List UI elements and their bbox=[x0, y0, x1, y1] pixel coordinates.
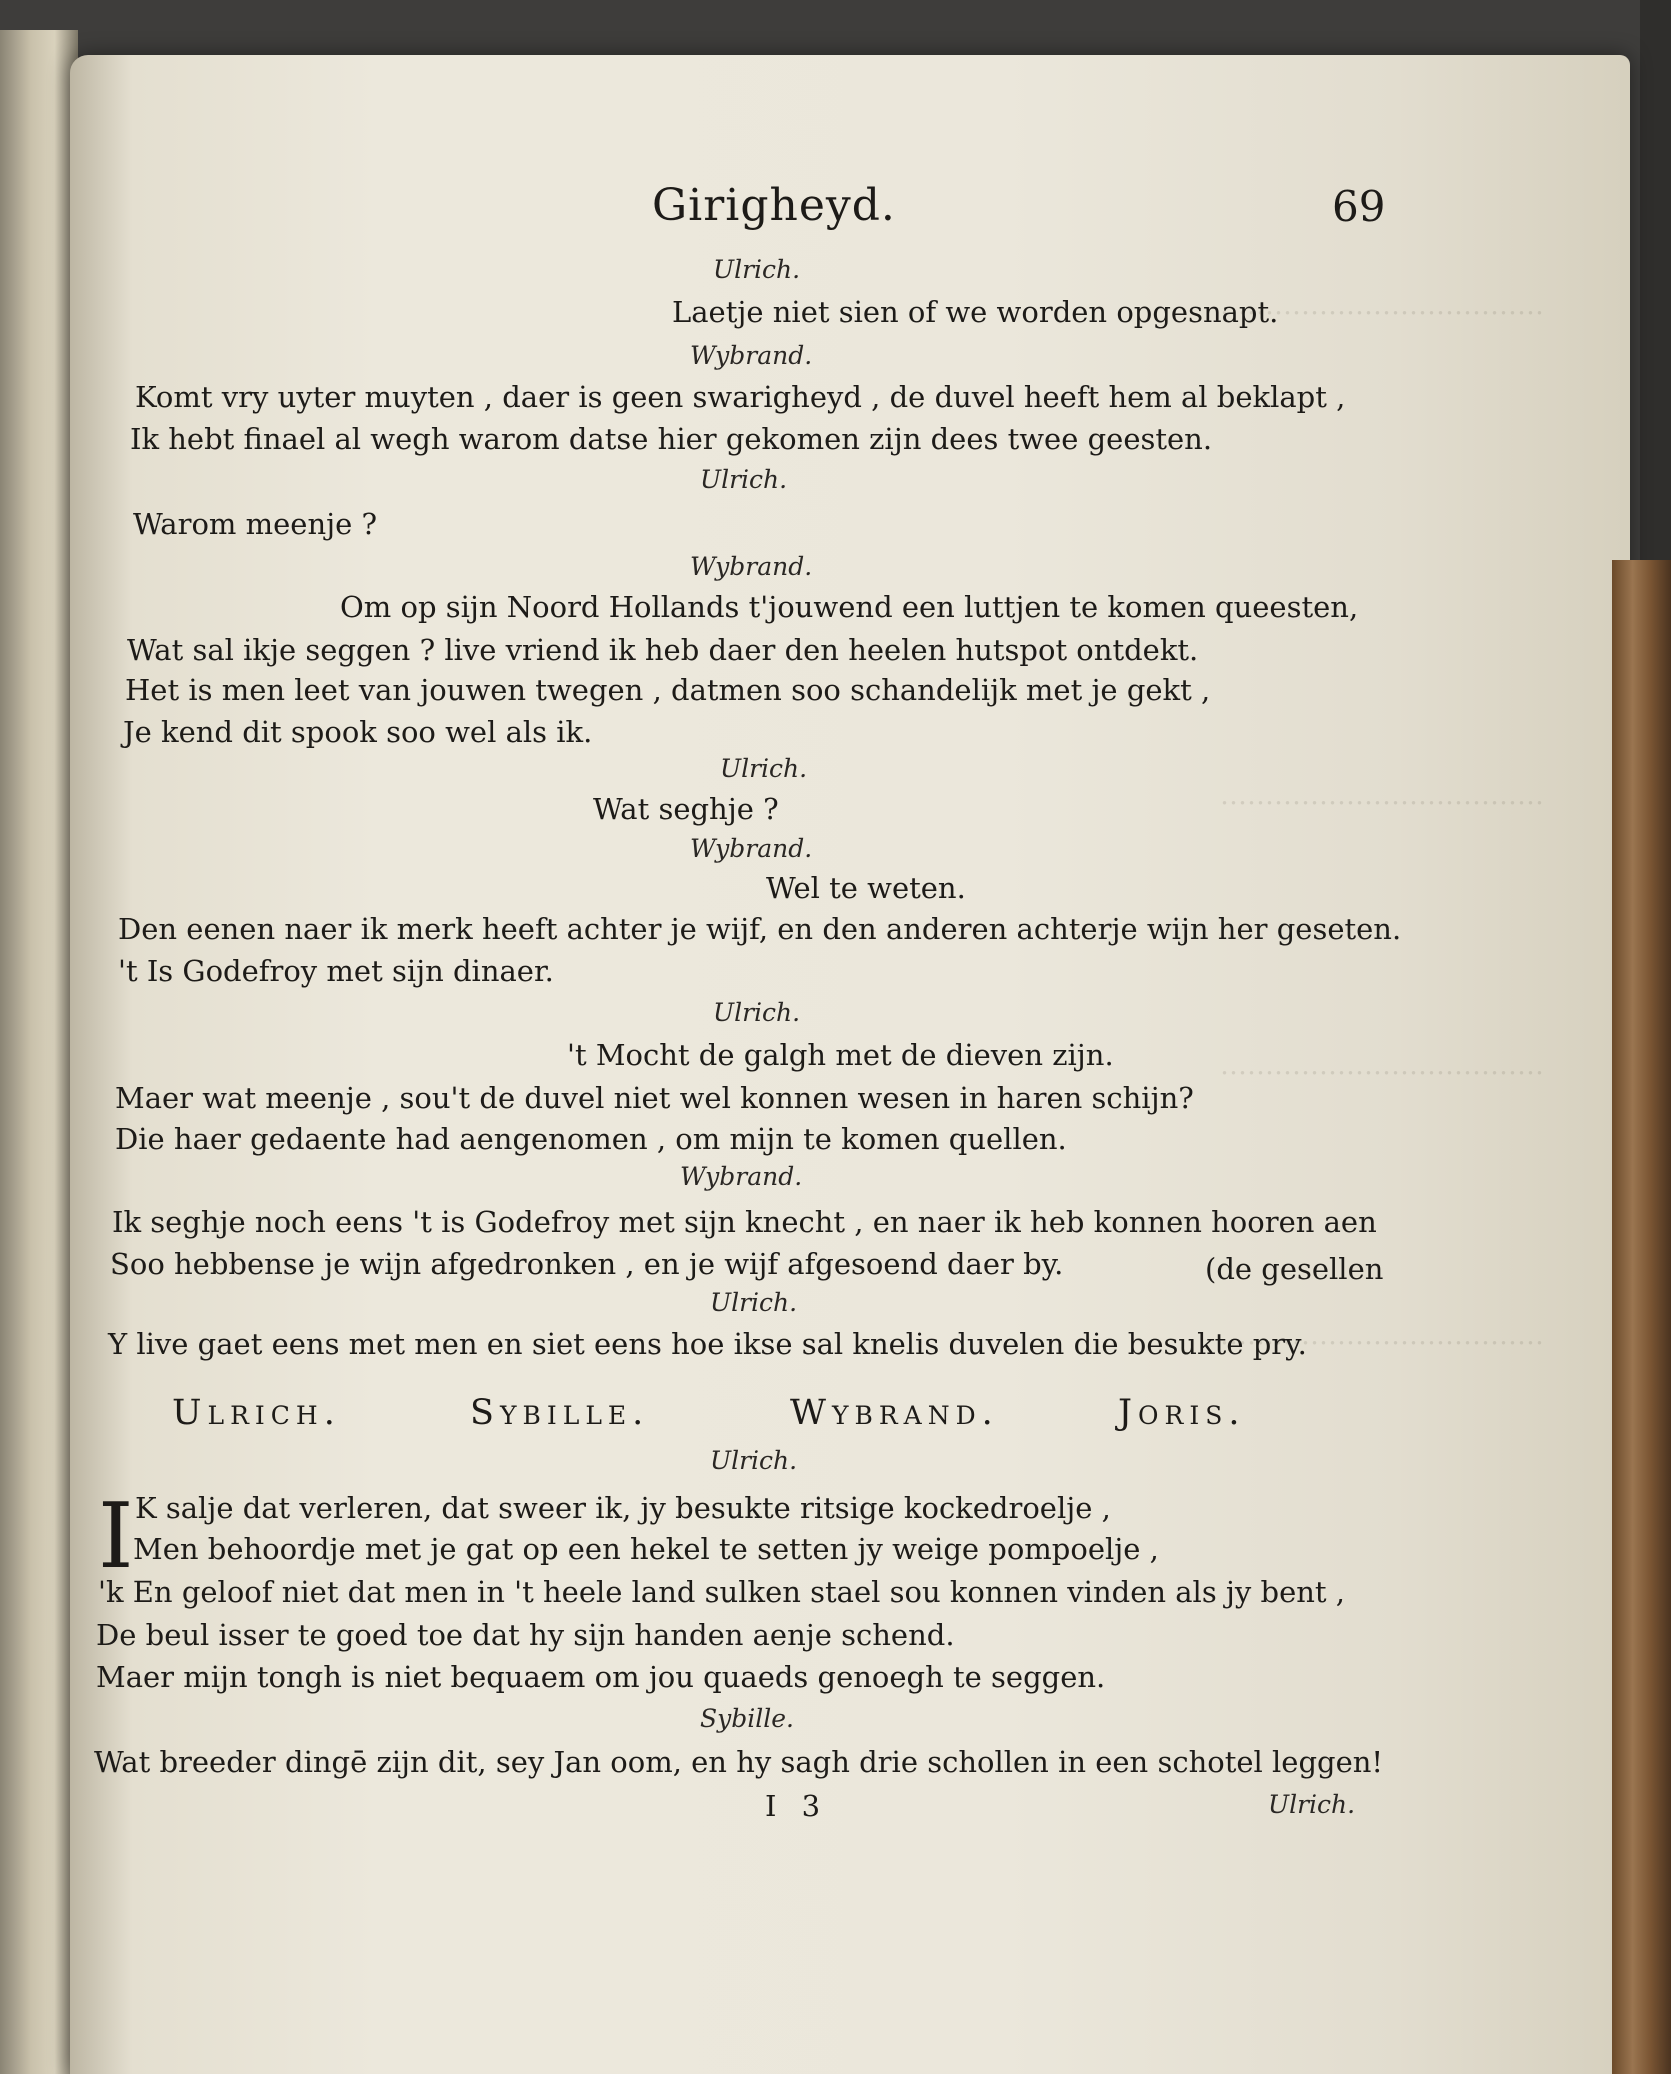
page-edge-wear bbox=[1612, 560, 1671, 2074]
verse-line: Wat breeder dingē zijn dit, sey Jan oom, en hy sagh drie schollen in een schotel leggen! bbox=[94, 1745, 1384, 1779]
speaker-wybrand: Wybrand. bbox=[680, 1162, 803, 1191]
drop-cap: I bbox=[98, 1484, 134, 1589]
verse-line: Je kend dit spook soo wel als ik. bbox=[123, 715, 593, 749]
verse-line: Wat seghje ? bbox=[593, 792, 779, 826]
verse-line: Y live gaet eens met men en siet eens hoe ikse sal knelis duvelen die besukte pry. bbox=[108, 1327, 1307, 1361]
speaker-wybrand: Wybrand. bbox=[690, 552, 813, 581]
verse-line: Ik hebt finael al wegh warom datse hier gekomen zijn dees twee geesten. bbox=[130, 422, 1213, 456]
verse-line: Maer wat meenje , sou't de duvel niet wel konnen wesen in haren schijn? bbox=[115, 1081, 1194, 1115]
verse-line: Wel te weten. bbox=[766, 871, 966, 905]
speaker-ulrich: Ulrich. bbox=[710, 1446, 798, 1475]
verse-line: Maer mijn tongh is niet bequaem om jou quaeds genoegh te seggen. bbox=[96, 1660, 1106, 1694]
verse-line: Laetje niet sien of we worden opgesnapt. bbox=[672, 295, 1279, 329]
speaker-ulrich: Ulrich. bbox=[713, 255, 801, 284]
verse-line: Men behoordje met je gat op een hekel te setten jy weige pompoelje , bbox=[133, 1532, 1159, 1566]
show-through: ……………………………… bbox=[1220, 1320, 1544, 1351]
verse-line: 't Mocht de galgh met de dieven zijn. bbox=[567, 1038, 1114, 1072]
show-through: ……………………………… bbox=[1220, 780, 1544, 811]
verse-line: 'k En geloof niet dat men in 't heele land sulken stael sou konnen vinden als jy bent , bbox=[98, 1575, 1345, 1609]
verse-line: Komt vry uyter muyten , daer is geen swarigheyd , de duvel heeft hem al beklapt , bbox=[135, 380, 1346, 414]
speaker-ulrich: Ulrich. bbox=[710, 1288, 798, 1317]
cast-ulrich: Ulrich. bbox=[172, 1393, 341, 1433]
facing-page-edge bbox=[0, 30, 78, 2074]
speaker-ulrich: Ulrich. bbox=[720, 754, 808, 783]
cast-joris: Joris. bbox=[1118, 1393, 1246, 1433]
speaker-ulrich: Ulrich. bbox=[700, 465, 788, 494]
speaker-wybrand: Wybrand. bbox=[690, 834, 813, 863]
verse-line: Soo hebbense je wijn afgedronken , en je wijf afgesoend daer by. bbox=[110, 1247, 1064, 1281]
verse-line: Om op sijn Noord Hollands t'jouwend een luttjen te komen queesten, bbox=[340, 590, 1359, 624]
verse-line: Het is men leet van jouwen twegen , datmen soo schandelijk met je gekt , bbox=[125, 673, 1211, 707]
cast-wybrand: Wybrand. bbox=[790, 1393, 999, 1433]
background-dark bbox=[1640, 0, 1671, 600]
verse-line: Die haer gedaente had aengenomen , om mijn te komen quellen. bbox=[115, 1122, 1067, 1156]
verse-line: De beul isser te goed toe dat hy sijn handen aenje schend. bbox=[96, 1618, 955, 1652]
verse-line: K salje dat verleren, dat sweer ik, jy besukte ritsige kockedroelje , bbox=[135, 1491, 1111, 1525]
show-through: ……………………………… bbox=[1220, 1050, 1544, 1081]
verse-line: 't Is Godefroy met sijn dinaer. bbox=[118, 954, 554, 988]
verse-line: Wat sal ikje seggen ? live vriend ik heb daer den heelen hutspot ontdekt. bbox=[127, 633, 1199, 667]
signature-mark: I 3 bbox=[765, 1789, 829, 1823]
speaker-ulrich: Ulrich. bbox=[713, 998, 801, 1027]
catchword-gesellen: (de gesellen bbox=[1205, 1252, 1384, 1286]
speaker-sybille: Sybille. bbox=[700, 1704, 794, 1733]
verse-line: Warom meenje ? bbox=[133, 507, 378, 541]
catchword: Ulrich. bbox=[1268, 1790, 1356, 1819]
page-number: 69 bbox=[1332, 182, 1386, 231]
show-through: ……………………………… bbox=[1220, 290, 1544, 321]
verse-line: Ik seghje noch eens 't is Godefroy met sijn knecht , en naer ik heb konnen hooren aen bbox=[112, 1205, 1377, 1239]
cast-sybille: Sybille. bbox=[470, 1393, 650, 1433]
running-title: Girigheyd. bbox=[652, 180, 896, 231]
speaker-wybrand: Wybrand. bbox=[690, 341, 813, 370]
verse-line: Den eenen naer ik merk heeft achter je wijf, en den anderen achterje wijn her geseten. bbox=[118, 912, 1402, 946]
